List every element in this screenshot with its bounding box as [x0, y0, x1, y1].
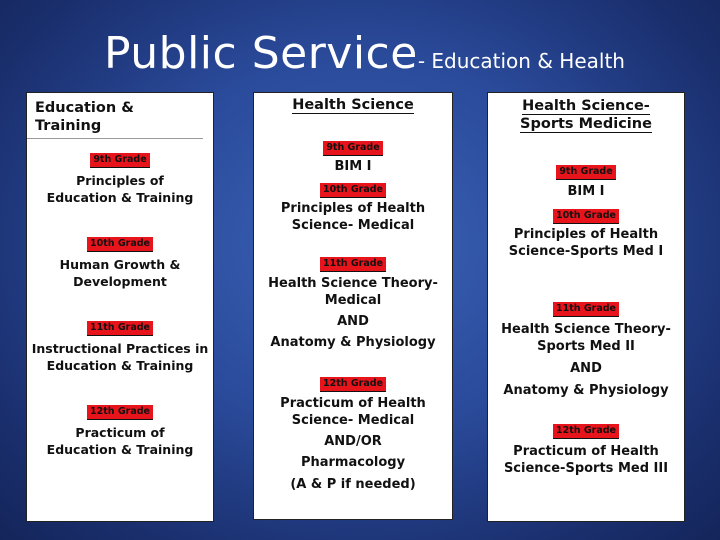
grade-block-10	[254, 177, 452, 234]
grade-block-9	[254, 135, 452, 175]
grade-block-12	[27, 399, 213, 458]
course-name: BIM I	[567, 184, 605, 199]
course-name: Pharmacology	[300, 455, 406, 470]
and-label: AND	[337, 314, 369, 329]
slide-title-sub: - Education & Health	[417, 49, 625, 73]
health-science-panel	[253, 92, 453, 520]
course-name: Practicum of Health Science- Medical	[280, 396, 426, 428]
course-name: Health Science Theory- Medical	[268, 276, 438, 308]
course-name: Practicum of Health Science-Sports Med III	[503, 444, 669, 476]
sports-medicine-panel	[487, 92, 685, 522]
grade-label: 9th Grade	[323, 141, 382, 156]
grade-label: 10th Grade	[87, 237, 153, 252]
grade-block-12	[488, 418, 684, 477]
course-name: Principles of Health Science- Medical	[280, 201, 426, 233]
grade-label: 12th Grade	[320, 377, 386, 392]
course-name: Human Growth & Development	[59, 257, 181, 289]
grade-block-9	[488, 159, 684, 200]
panel-heading	[254, 93, 452, 114]
grade-block-11	[488, 296, 684, 399]
course-name: Health Science Theory- Sports Med II	[501, 322, 671, 354]
andor-label: AND/OR	[324, 434, 382, 449]
grade-label: 11th Grade	[320, 257, 386, 272]
panel-heading	[511, 93, 661, 133]
slide-title-main: Public Service	[104, 28, 418, 79]
course-name: Anatomy & Physiology	[270, 335, 436, 350]
course-note: (A & P if needed)	[290, 477, 416, 492]
grade-block-12	[254, 371, 452, 493]
course-name: Practicum of Education & Training	[46, 425, 194, 457]
grade-block-11	[254, 251, 452, 351]
grade-label: 12th Grade	[87, 405, 153, 420]
course-name: Principles of Health Science-Sports Med I	[508, 227, 664, 259]
grade-label: 12th Grade	[553, 424, 619, 439]
course-name: Principles of Education & Training	[46, 173, 194, 205]
grade-label: 9th Grade	[90, 153, 149, 168]
grade-label: 11th Grade	[553, 302, 619, 317]
panel-heading-text: Health Science- Sports Medicine	[520, 98, 652, 132]
grade-label: 10th Grade	[553, 209, 619, 224]
course-name: Anatomy & Physiology	[503, 383, 669, 398]
panel-heading: Education & Training	[27, 93, 203, 139]
course-name: BIM I	[334, 159, 372, 174]
grade-block-10	[27, 231, 213, 290]
grade-block-11	[27, 315, 213, 374]
grade-label: 10th Grade	[320, 183, 386, 198]
education-training-panel	[26, 92, 214, 522]
grade-label: 9th Grade	[556, 165, 615, 180]
panel-heading-text: Health Science	[292, 97, 414, 113]
course-name: Instructional Practices in Education & Training	[31, 341, 209, 373]
grade-block-9	[27, 147, 213, 206]
grade-label: 11th Grade	[87, 321, 153, 336]
slide-title	[104, 28, 625, 79]
grade-block-10	[488, 203, 684, 260]
and-label: AND	[570, 361, 602, 376]
